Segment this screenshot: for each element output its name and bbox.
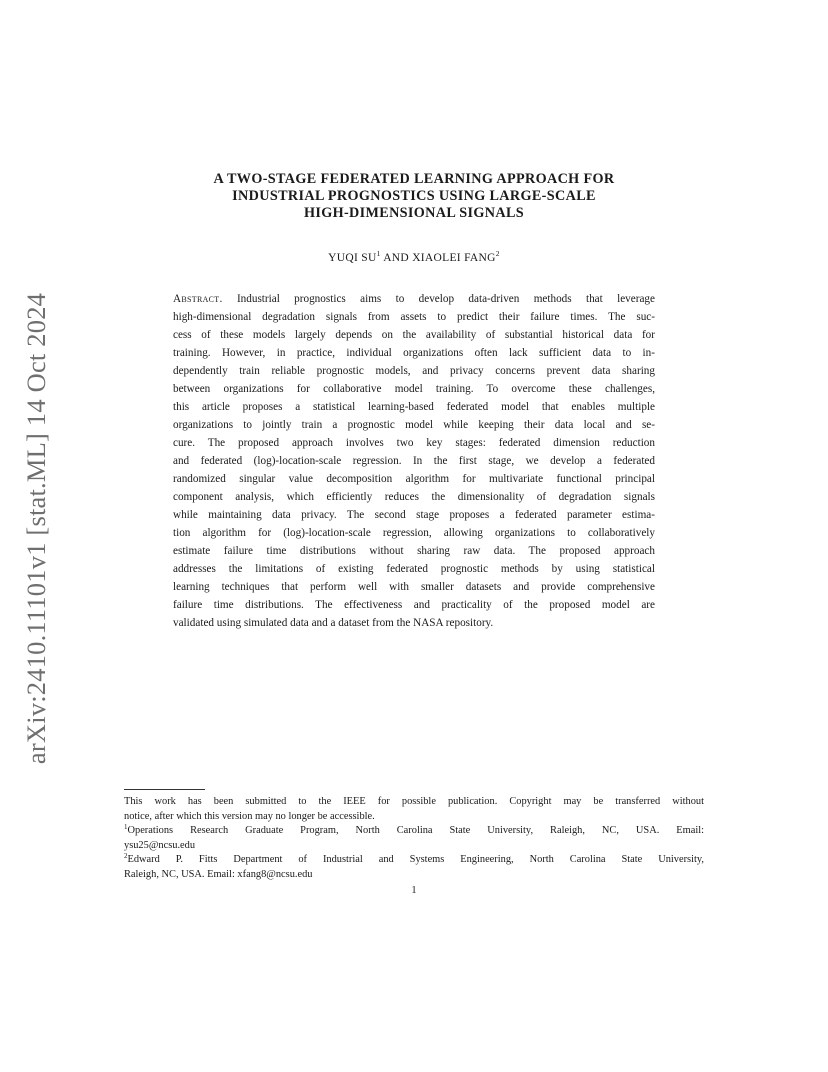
arxiv-identifier-stamp: [14, 283, 60, 773]
title-line-2: INDUSTRIAL PROGNOSTICS USING LARGE-SCALE: [232, 188, 596, 204]
abstract-line: cess of these models largely depends on the availability of substantial historical data for: [173, 329, 655, 341]
title-line-3: HIGH-DIMENSIONAL SIGNALS: [303, 205, 525, 221]
footnote-affiliation-2-line-2: Raleigh, NC, USA. Email: xfang8@ncsu.edu: [124, 868, 313, 880]
abstract-line: [173, 290, 655, 308]
abstract-line: failure time distributions. The effectiveness and practicality of the proposed model are: [173, 599, 655, 611]
abstract-line: high-dimensional degradation signals from assets to predict their failure times. The suc-: [173, 311, 655, 323]
footnote-affiliation-1-line-1: [124, 823, 704, 838]
abstract-line: tion algorithm for (log)-location-scale regression, allowing organizations to collaboratively: [173, 527, 655, 539]
abstract-line: randomized singular value decomposition algorithm for multivariate functional principal: [173, 473, 655, 485]
abstract-line: this article proposes a statistical learning-based federated model that enables multiple: [173, 401, 655, 413]
arxiv-identifier-text: arXiv:2410.11101v1 [stat.ML] 14 Oct 2024: [21, 292, 52, 764]
footnotes: [124, 794, 704, 882]
abstract-line: validated using simulated data and a dataset from the NASA repository.: [173, 617, 494, 629]
title-line-1: A TWO-STAGE FEDERATED LEARNING APPROACH FOR: [213, 171, 615, 187]
footnote-affiliation-2-text: Edward P. Fitts Department of Industrial and Systems Engineering, North Carolina State University,: [127, 854, 704, 866]
author-affiliation-mark-1: 1: [376, 249, 381, 258]
author-name-2: XIAOLEI FANG: [412, 252, 496, 264]
footnote-affiliation-2-line-1: [124, 852, 704, 867]
footnote-affiliation-1-text: Operations Research Graduate Program, North Carolina State University, Raleigh, NC, USA. Email:: [127, 825, 704, 837]
footnote-mark-1: 1: [124, 823, 128, 832]
abstract-line: cure. The proposed approach involves two key stages: federated dimension reduction: [173, 437, 655, 449]
abstract-line-text: Industrial prognostics aims to develop data-driven methods that leverage: [222, 293, 655, 305]
abstract-line: while maintaining data privacy. The second stage proposes a federated parameter estima-: [173, 509, 655, 521]
abstract-line: training. However, in practice, individual organizations often lack sufficient data to in-: [173, 347, 655, 359]
footnote-rule: [124, 789, 205, 790]
abstract-line: and federated (log)-location-scale regression. In the first stage, we develop a federated: [173, 455, 655, 467]
page-number: 1: [411, 885, 417, 896]
author-affiliation-mark-2: 2: [495, 249, 500, 258]
abstract-line: component analysis, which efficiently reduces the dimensionality of degradation signals: [173, 491, 655, 503]
author-connector: AND: [380, 252, 413, 264]
abstract-line: between organizations for collaborative model training. To overcome these challenges,: [173, 383, 655, 395]
abstract-line: addresses the limitations of existing federated prognostic methods by using statistical: [173, 563, 655, 575]
footnote-mark-2: 2: [124, 852, 128, 861]
abstract-line: estimate failure time distributions without sharing raw data. The proposed approach: [173, 545, 655, 557]
abstract-line: dependently train reliable prognostic models, and privacy concerns prevent data sharing: [173, 365, 655, 377]
author-name-1: YUQI SU: [328, 252, 377, 264]
abstract: [173, 290, 655, 632]
abstract-line: learning techniques that perform well with smaller datasets and provide comprehensive: [173, 581, 655, 593]
abstract-heading: Abstract.: [173, 293, 223, 305]
abstract-line: organizations to jointly train a prognostic model while keeping their data local and se-: [173, 419, 655, 431]
author-list: [150, 249, 678, 264]
footnote-submission-line-2: notice, after which this version may no longer be accessible.: [124, 810, 375, 822]
footnote-submission-line-1: This work has been submitted to the IEEE for possible publication. Copyright may be transferred without: [124, 796, 704, 807]
paper-title: [150, 171, 678, 222]
footnote-affiliation-1-email: ysu25@ncsu.edu: [124, 839, 196, 851]
